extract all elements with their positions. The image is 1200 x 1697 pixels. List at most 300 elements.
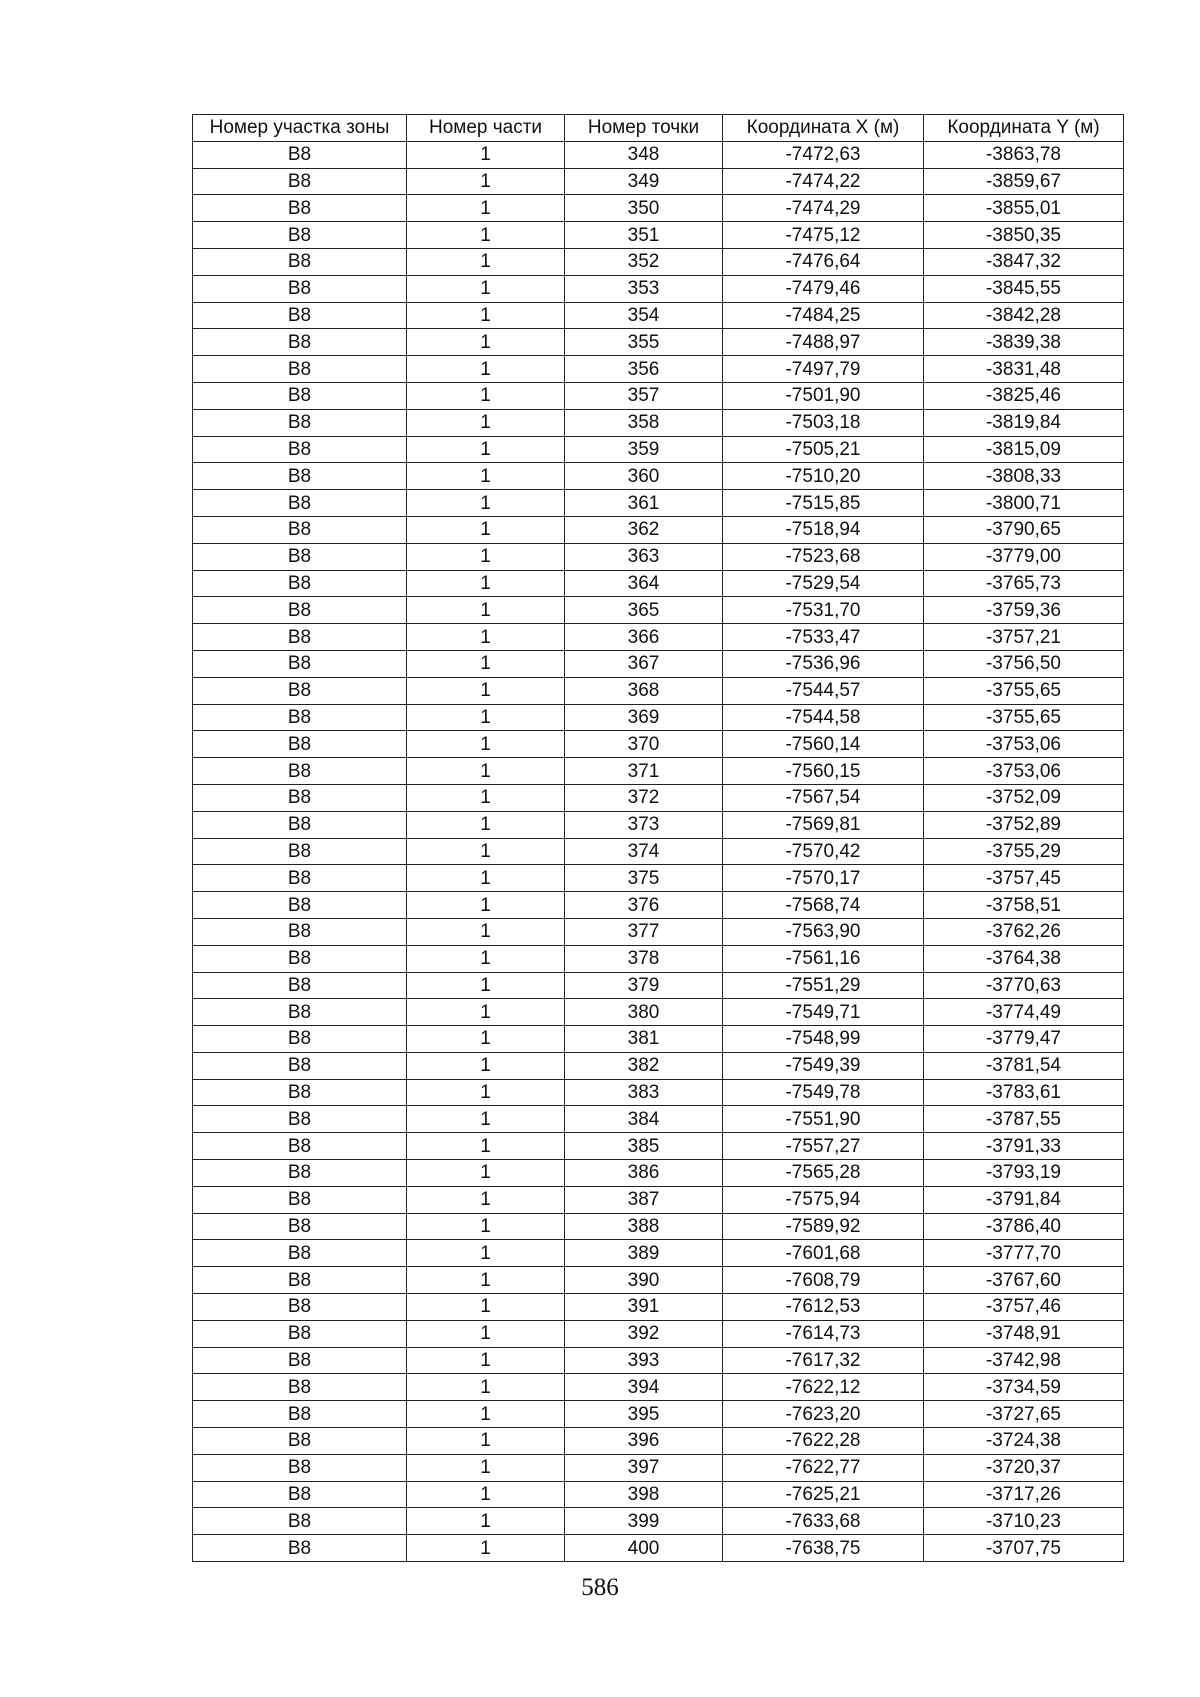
cell-point-number: 392 [565,1320,723,1347]
cell-zone-section: В8 [193,356,407,383]
cell-point-number: 379 [565,972,723,999]
cell-zone-section: В8 [193,811,407,838]
cell-point-number: 371 [565,758,723,785]
table-row [193,597,1124,624]
cell-coordinate-x: -7560,15 [723,758,924,785]
cell-coordinate-y: -3755,65 [924,677,1124,704]
cell-point-number: 385 [565,1133,723,1160]
cell-part-number: 1 [407,382,565,409]
cell-zone-section: В8 [193,275,407,302]
cell-coordinate-y: -3765,73 [924,570,1124,597]
cell-zone-section: В8 [193,999,407,1026]
table-row [193,222,1124,249]
cell-zone-section: В8 [193,865,407,892]
cell-coordinate-x: -7617,32 [723,1347,924,1374]
cell-coordinate-y: -3783,61 [924,1079,1124,1106]
cell-part-number: 1 [407,704,565,731]
cell-part-number: 1 [407,1213,565,1240]
table-row [193,1535,1124,1562]
cell-coordinate-x: -7625,21 [723,1481,924,1508]
cell-coordinate-x: -7476,64 [723,248,924,275]
cell-coordinate-y: -3753,06 [924,758,1124,785]
cell-zone-section: В8 [193,490,407,517]
cell-coordinate-y: -3777,70 [924,1240,1124,1267]
cell-part-number: 1 [407,275,565,302]
cell-coordinate-y: -3724,38 [924,1428,1124,1455]
cell-coordinate-x: -7589,92 [723,1213,924,1240]
cell-part-number: 1 [407,195,565,222]
cell-zone-section: В8 [193,1401,407,1428]
cell-zone-section: В8 [193,1428,407,1455]
cell-coordinate-y: -3717,26 [924,1481,1124,1508]
cell-coordinate-x: -7533,47 [723,624,924,651]
cell-coordinate-x: -7474,29 [723,195,924,222]
cell-zone-section: В8 [193,1535,407,1562]
cell-coordinate-y: -3720,37 [924,1454,1124,1481]
cell-part-number: 1 [407,650,565,677]
table-row [193,811,1124,838]
cell-part-number: 1 [407,731,565,758]
cell-part-number: 1 [407,222,565,249]
table-body [193,141,1124,1561]
cell-coordinate-y: -3787,55 [924,1106,1124,1133]
cell-part-number: 1 [407,1160,565,1187]
cell-coordinate-x: -7565,28 [723,1160,924,1187]
cell-coordinate-x: -7484,25 [723,302,924,329]
cell-coordinate-x: -7474,22 [723,168,924,195]
cell-coordinate-y: -3791,84 [924,1186,1124,1213]
cell-zone-section: В8 [193,1160,407,1187]
cell-zone-section: В8 [193,1374,407,1401]
table-row [193,999,1124,1026]
header-part-number: Номер части [407,115,565,142]
table-row [193,1401,1124,1428]
cell-part-number: 1 [407,784,565,811]
table-row [193,248,1124,275]
cell-point-number: 354 [565,302,723,329]
table-row [193,918,1124,945]
cell-point-number: 383 [565,1079,723,1106]
cell-part-number: 1 [407,1347,565,1374]
cell-part-number: 1 [407,1106,565,1133]
cell-part-number: 1 [407,248,565,275]
table-row [193,329,1124,356]
cell-part-number: 1 [407,1240,565,1267]
cell-zone-section: В8 [193,463,407,490]
cell-point-number: 373 [565,811,723,838]
cell-coordinate-y: -3847,32 [924,248,1124,275]
cell-zone-section: В8 [193,1133,407,1160]
cell-coordinate-x: -7551,90 [723,1106,924,1133]
cell-point-number: 362 [565,516,723,543]
table-row [193,168,1124,195]
cell-coordinate-y: -3762,26 [924,918,1124,945]
cell-zone-section: В8 [193,302,407,329]
cell-point-number: 350 [565,195,723,222]
cell-coordinate-y: -3748,91 [924,1320,1124,1347]
cell-point-number: 375 [565,865,723,892]
cell-coordinate-y: -3753,06 [924,731,1124,758]
cell-coordinate-y: -3755,29 [924,838,1124,865]
table-row [193,1240,1124,1267]
coordinates-table [192,114,1124,1562]
cell-part-number: 1 [407,1374,565,1401]
table-row [193,1428,1124,1455]
cell-point-number: 349 [565,168,723,195]
cell-coordinate-x: -7544,58 [723,704,924,731]
cell-coordinate-x: -7523,68 [723,543,924,570]
cell-zone-section: В8 [193,972,407,999]
table-row [193,275,1124,302]
table-row [193,516,1124,543]
table-row [193,865,1124,892]
cell-coordinate-y: -3815,09 [924,436,1124,463]
cell-coordinate-x: -7568,74 [723,892,924,919]
cell-zone-section: В8 [193,1320,407,1347]
cell-point-number: 394 [565,1374,723,1401]
cell-point-number: 387 [565,1186,723,1213]
cell-part-number: 1 [407,892,565,919]
cell-coordinate-x: -7501,90 [723,382,924,409]
cell-part-number: 1 [407,1186,565,1213]
cell-part-number: 1 [407,1428,565,1455]
cell-coordinate-y: -3850,35 [924,222,1124,249]
cell-zone-section: В8 [193,1213,407,1240]
table-row [193,945,1124,972]
cell-point-number: 381 [565,1026,723,1053]
cell-coordinate-y: -3825,46 [924,382,1124,409]
cell-point-number: 388 [565,1213,723,1240]
table-row [193,731,1124,758]
cell-coordinate-x: -7549,78 [723,1079,924,1106]
table-row [193,1320,1124,1347]
cell-point-number: 382 [565,1052,723,1079]
header-coordinate-x: Координата X (м) [723,115,924,142]
cell-part-number: 1 [407,1079,565,1106]
cell-coordinate-x: -7612,53 [723,1294,924,1321]
cell-coordinate-y: -3727,65 [924,1401,1124,1428]
cell-zone-section: В8 [193,141,407,168]
cell-coordinate-x: -7575,94 [723,1186,924,1213]
cell-coordinate-x: -7531,70 [723,597,924,624]
cell-coordinate-y: -3859,67 [924,168,1124,195]
table-row [193,1160,1124,1187]
cell-coordinate-x: -7623,20 [723,1401,924,1428]
cell-part-number: 1 [407,945,565,972]
cell-coordinate-x: -7549,71 [723,999,924,1026]
cell-coordinate-x: -7479,46 [723,275,924,302]
cell-point-number: 358 [565,409,723,436]
cell-zone-section: В8 [193,1508,407,1535]
table-header [193,115,1124,142]
cell-zone-section: В8 [193,570,407,597]
cell-point-number: 400 [565,1535,723,1562]
cell-part-number: 1 [407,1267,565,1294]
cell-point-number: 399 [565,1508,723,1535]
cell-point-number: 351 [565,222,723,249]
table-row [193,1294,1124,1321]
cell-coordinate-x: -7560,14 [723,731,924,758]
cell-coordinate-x: -7638,75 [723,1535,924,1562]
cell-coordinate-x: -7570,17 [723,865,924,892]
cell-zone-section: В8 [193,1294,407,1321]
cell-coordinate-y: -3758,51 [924,892,1124,919]
table-row [193,490,1124,517]
cell-coordinate-x: -7475,12 [723,222,924,249]
cell-coordinate-x: -7515,85 [723,490,924,517]
cell-coordinate-y: -3764,38 [924,945,1124,972]
cell-part-number: 1 [407,436,565,463]
cell-point-number: 357 [565,382,723,409]
cell-part-number: 1 [407,463,565,490]
cell-coordinate-x: -7622,12 [723,1374,924,1401]
cell-part-number: 1 [407,1401,565,1428]
cell-part-number: 1 [407,1052,565,1079]
cell-part-number: 1 [407,865,565,892]
cell-coordinate-x: -7529,54 [723,570,924,597]
cell-zone-section: В8 [193,945,407,972]
table-row [193,972,1124,999]
cell-coordinate-x: -7633,68 [723,1508,924,1535]
cell-coordinate-x: -7570,42 [723,838,924,865]
cell-zone-section: В8 [193,1347,407,1374]
cell-zone-section: В8 [193,677,407,704]
table-row [193,382,1124,409]
cell-coordinate-y: -3752,89 [924,811,1124,838]
cell-coordinate-y: -3845,55 [924,275,1124,302]
table-row [193,704,1124,731]
cell-point-number: 393 [565,1347,723,1374]
table-row [193,543,1124,570]
cell-part-number: 1 [407,1026,565,1053]
cell-zone-section: В8 [193,248,407,275]
header-point-number: Номер точки [565,115,723,142]
cell-zone-section: В8 [193,1454,407,1481]
cell-zone-section: В8 [193,1267,407,1294]
cell-zone-section: В8 [193,1240,407,1267]
cell-part-number: 1 [407,1508,565,1535]
table-row [193,892,1124,919]
cell-point-number: 363 [565,543,723,570]
cell-coordinate-x: -7503,18 [723,409,924,436]
table-row [193,302,1124,329]
cell-part-number: 1 [407,1481,565,1508]
cell-coordinate-y: -3779,00 [924,543,1124,570]
cell-part-number: 1 [407,490,565,517]
cell-point-number: 395 [565,1401,723,1428]
table-row [193,1026,1124,1053]
table-row [193,1374,1124,1401]
cell-zone-section: В8 [193,1052,407,1079]
cell-zone-section: В8 [193,704,407,731]
table-row [193,1213,1124,1240]
cell-point-number: 360 [565,463,723,490]
cell-point-number: 378 [565,945,723,972]
cell-part-number: 1 [407,302,565,329]
cell-coordinate-x: -7548,99 [723,1026,924,1053]
page-number: 586 [581,1574,619,1601]
cell-part-number: 1 [407,1535,565,1562]
cell-coordinate-y: -3774,49 [924,999,1124,1026]
cell-coordinate-x: -7544,57 [723,677,924,704]
cell-part-number: 1 [407,758,565,785]
cell-zone-section: В8 [193,382,407,409]
cell-point-number: 361 [565,490,723,517]
cell-coordinate-x: -7536,96 [723,650,924,677]
table-row [193,195,1124,222]
cell-coordinate-x: -7505,21 [723,436,924,463]
cell-zone-section: В8 [193,597,407,624]
cell-zone-section: В8 [193,436,407,463]
cell-zone-section: В8 [193,731,407,758]
table-row [193,1481,1124,1508]
table-row [193,1106,1124,1133]
cell-zone-section: В8 [193,1079,407,1106]
cell-coordinate-y: -3757,45 [924,865,1124,892]
cell-part-number: 1 [407,677,565,704]
cell-coordinate-y: -3710,23 [924,1508,1124,1535]
cell-coordinate-x: -7614,73 [723,1320,924,1347]
cell-zone-section: В8 [193,784,407,811]
cell-part-number: 1 [407,329,565,356]
cell-coordinate-y: -3800,71 [924,490,1124,517]
table-row [193,1133,1124,1160]
cell-part-number: 1 [407,168,565,195]
cell-point-number: 384 [565,1106,723,1133]
cell-point-number: 377 [565,918,723,945]
cell-zone-section: В8 [193,516,407,543]
cell-coordinate-y: -3819,84 [924,409,1124,436]
cell-point-number: 359 [565,436,723,463]
cell-part-number: 1 [407,597,565,624]
cell-point-number: 397 [565,1454,723,1481]
table-row [193,409,1124,436]
cell-point-number: 376 [565,892,723,919]
cell-coordinate-x: -7601,68 [723,1240,924,1267]
cell-coordinate-y: -3757,46 [924,1294,1124,1321]
cell-coordinate-y: -3767,60 [924,1267,1124,1294]
table-row [193,624,1124,651]
cell-point-number: 368 [565,677,723,704]
cell-coordinate-x: -7567,54 [723,784,924,811]
cell-part-number: 1 [407,356,565,383]
cell-coordinate-y: -3786,40 [924,1213,1124,1240]
cell-part-number: 1 [407,1133,565,1160]
cell-point-number: 396 [565,1428,723,1455]
cell-coordinate-y: -3759,36 [924,597,1124,624]
cell-zone-section: В8 [193,168,407,195]
cell-point-number: 389 [565,1240,723,1267]
table-row [193,570,1124,597]
cell-point-number: 386 [565,1160,723,1187]
cell-point-number: 380 [565,999,723,1026]
cell-part-number: 1 [407,624,565,651]
table-row [193,356,1124,383]
cell-point-number: 391 [565,1294,723,1321]
cell-coordinate-x: -7497,79 [723,356,924,383]
cell-point-number: 370 [565,731,723,758]
cell-coordinate-y: -3779,47 [924,1026,1124,1053]
cell-coordinate-y: -3755,65 [924,704,1124,731]
cell-coordinate-x: -7622,77 [723,1454,924,1481]
cell-point-number: 364 [565,570,723,597]
table-row [193,1347,1124,1374]
cell-point-number: 369 [565,704,723,731]
cell-zone-section: В8 [193,1026,407,1053]
cell-point-number: 365 [565,597,723,624]
cell-zone-section: В8 [193,650,407,677]
cell-point-number: 355 [565,329,723,356]
cell-coordinate-x: -7488,97 [723,329,924,356]
cell-coordinate-x: -7472,63 [723,141,924,168]
cell-coordinate-x: -7549,39 [723,1052,924,1079]
cell-coordinate-y: -3808,33 [924,463,1124,490]
cell-zone-section: В8 [193,222,407,249]
cell-point-number: 372 [565,784,723,811]
table-row [193,650,1124,677]
cell-part-number: 1 [407,1320,565,1347]
cell-coordinate-y: -3781,54 [924,1052,1124,1079]
cell-coordinate-y: -3793,19 [924,1160,1124,1187]
cell-part-number: 1 [407,1454,565,1481]
cell-part-number: 1 [407,409,565,436]
cell-part-number: 1 [407,838,565,865]
cell-part-number: 1 [407,516,565,543]
table-row [193,1508,1124,1535]
header-coordinate-y: Координата Y (м) [924,115,1124,142]
table-row [193,1052,1124,1079]
cell-point-number: 390 [565,1267,723,1294]
cell-coordinate-x: -7608,79 [723,1267,924,1294]
cell-point-number: 348 [565,141,723,168]
cell-part-number: 1 [407,811,565,838]
cell-point-number: 398 [565,1481,723,1508]
cell-zone-section: В8 [193,409,407,436]
cell-zone-section: В8 [193,838,407,865]
cell-coordinate-y: -3790,65 [924,516,1124,543]
cell-coordinate-y: -3770,63 [924,972,1124,999]
cell-coordinate-y: -3839,38 [924,329,1124,356]
cell-point-number: 366 [565,624,723,651]
cell-coordinate-x: -7569,81 [723,811,924,838]
cell-coordinate-x: -7561,16 [723,945,924,972]
cell-coordinate-x: -7622,28 [723,1428,924,1455]
cell-zone-section: В8 [193,1186,407,1213]
cell-coordinate-y: -3791,33 [924,1133,1124,1160]
cell-zone-section: В8 [193,543,407,570]
table-row [193,784,1124,811]
cell-point-number: 352 [565,248,723,275]
cell-coordinate-x: -7518,94 [723,516,924,543]
cell-coordinate-y: -3707,75 [924,1535,1124,1562]
table-row [193,463,1124,490]
cell-zone-section: В8 [193,758,407,785]
cell-coordinate-x: -7563,90 [723,918,924,945]
cell-part-number: 1 [407,1294,565,1321]
cell-zone-section: В8 [193,195,407,222]
cell-coordinate-y: -3855,01 [924,195,1124,222]
cell-coordinate-y: -3831,48 [924,356,1124,383]
cell-part-number: 1 [407,141,565,168]
cell-part-number: 1 [407,570,565,597]
cell-part-number: 1 [407,972,565,999]
cell-zone-section: В8 [193,892,407,919]
table-row [193,677,1124,704]
cell-part-number: 1 [407,999,565,1026]
cell-coordinate-y: -3734,59 [924,1374,1124,1401]
cell-coordinate-y: -3757,21 [924,624,1124,651]
table-row [193,838,1124,865]
